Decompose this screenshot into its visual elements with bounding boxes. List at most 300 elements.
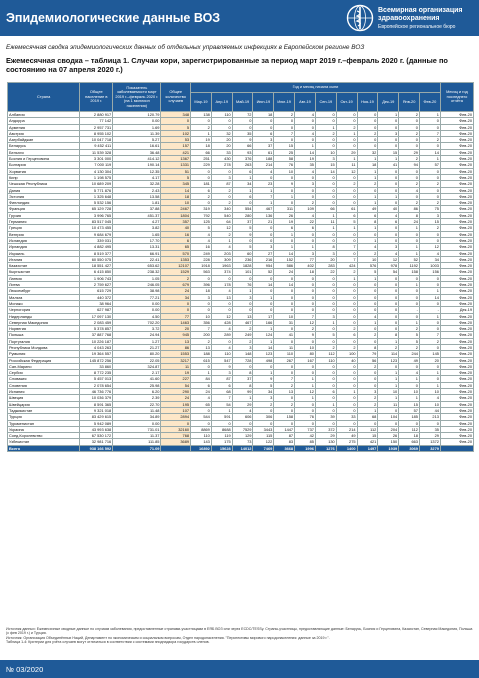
table-cell: 1: [357, 200, 378, 206]
table-cell: 8: [399, 212, 420, 218]
table-cell: 0: [253, 288, 274, 294]
table-cell: 0: [357, 300, 378, 306]
table-cell: 13: [211, 294, 232, 300]
table-cell: 19 364 557: [80, 351, 113, 357]
table-cell: 4: [378, 250, 399, 256]
table-cell: 2: [336, 326, 357, 332]
table-cell: 7: [274, 130, 295, 136]
table-cell: 65: [191, 401, 212, 407]
table-cell: 0: [336, 112, 357, 118]
table-cell: 0: [399, 143, 420, 149]
table-cell: 2 759 627: [80, 282, 113, 288]
table-cell: 1: [357, 319, 378, 325]
table-cell: 6: [191, 187, 212, 193]
table-cell: 6 415 850: [80, 269, 113, 275]
table-cell: 0: [378, 168, 399, 174]
table-cell: 0: [274, 395, 295, 401]
table-cell: 125: [191, 219, 212, 225]
table-cell: 1: [253, 187, 274, 193]
table-cell: 0: [357, 282, 378, 288]
table-cell: 80.20: [113, 351, 161, 357]
country-cell: Кыргызстан: [8, 269, 80, 275]
table-cell: 4.27: [113, 219, 161, 225]
table-cell: 188: [253, 156, 274, 162]
table-cell: 42: [295, 433, 316, 439]
table-cell: 2: [419, 200, 440, 206]
table-cell: 278: [211, 162, 232, 168]
table-cell: 24.94: [113, 332, 161, 338]
table-cell: -: [419, 307, 440, 313]
table-cell: 0: [378, 363, 399, 369]
table-cell: 4: [295, 130, 316, 136]
table-cell: 4: [211, 244, 232, 250]
table-cell: Фев-20: [440, 231, 473, 237]
table-cell: 0: [378, 307, 399, 313]
table-cell: 0: [253, 118, 274, 124]
table-cell: 0: [315, 294, 336, 300]
table-cell: 0.00: [113, 307, 161, 313]
table-cell: 0: [357, 118, 378, 124]
table-cell: 0: [232, 124, 253, 130]
total-cell: 1996: [295, 445, 316, 451]
table-cell: 1: [378, 156, 399, 162]
table-cell: 111.85: [113, 439, 161, 445]
table-cell: Фев-20: [440, 426, 473, 432]
table-cell: 11.39: [113, 130, 161, 136]
table-cell: 18: [253, 112, 274, 118]
table-cell: 0: [274, 370, 295, 376]
table-cell: 3: [211, 370, 232, 376]
table-cell: 0.00: [113, 300, 161, 306]
table-cell: 0: [295, 275, 316, 281]
table-cell: 3689: [161, 439, 191, 445]
page-footer: [0, 661, 479, 678]
table-cell: 156: [419, 269, 440, 275]
table-cell: 2: [419, 338, 440, 344]
table-cell: 15: [378, 149, 399, 155]
table-cell: 6: [274, 225, 295, 231]
table-cell: 145: [419, 351, 440, 357]
table-cell: 0: [336, 143, 357, 149]
total-cell: Всего: [8, 445, 80, 451]
table-cell: 0: [357, 338, 378, 344]
total-cell: 938 166 592: [80, 445, 113, 451]
table-cell: 0: [357, 382, 378, 388]
table-cell: 1331: [161, 162, 191, 168]
table-cell: 0: [211, 275, 232, 281]
table-cell: 0: [295, 300, 316, 306]
table-cell: 792: [191, 212, 212, 218]
country-cell: Латвия: [8, 275, 80, 281]
table-cell: 1: [399, 250, 420, 256]
table-cell: 2.43: [113, 187, 161, 193]
table-cell: 570: [161, 250, 191, 256]
table-cell: 0: [399, 174, 420, 180]
table-cell: 0: [161, 300, 191, 306]
table-cell: 1: [232, 174, 253, 180]
table-cell: 768: [161, 433, 191, 439]
country-cell: Венгрия: [8, 231, 80, 237]
table-cell: 283: [315, 263, 336, 269]
col-header-last-report: Месяц и год последнего отчёта: [440, 83, 473, 112]
country-cell: Исландия: [8, 237, 80, 243]
country-cell: Босния и Герцеговина: [8, 156, 80, 162]
table-cell: 87: [211, 376, 232, 382]
table-cell: 228: [191, 256, 212, 262]
table-cell: 40: [378, 206, 399, 212]
table-cell: 6: [378, 219, 399, 225]
table-cell: 61: [253, 149, 274, 155]
table-cell: 60 550 075: [80, 256, 113, 262]
total-cell: 3069: [399, 445, 420, 451]
table-cell: 77: [161, 313, 191, 319]
total-cell: 14012: [232, 445, 253, 451]
table-cell: 2: [191, 338, 212, 344]
table-cell: 9 684 679: [80, 231, 113, 237]
table-cell: 0: [295, 363, 316, 369]
table-cell: 0: [419, 326, 440, 332]
table-cell: 348: [161, 112, 191, 118]
table-cell: 2: [419, 137, 440, 143]
table-cell: 246.05: [113, 282, 161, 288]
table-cell: 12: [336, 168, 357, 174]
table-cell: 138: [191, 112, 212, 118]
country-cell: Андорра: [8, 118, 80, 124]
table-cell: 10 473 455: [80, 225, 113, 231]
table-cell: 0: [336, 376, 357, 382]
table-cell: -: [399, 307, 420, 313]
table-cell: 1: [357, 275, 378, 281]
table-cell: Фев-20: [440, 256, 473, 262]
table-cell: 3: [295, 250, 316, 256]
table-cell: 0: [419, 237, 440, 243]
table-cell: 77: [295, 256, 316, 262]
table-cell: 2: [399, 181, 420, 187]
table-cell: 12107: [161, 263, 191, 269]
org-region: Европейское региональное бюро: [378, 24, 456, 30]
table-cell: 14: [419, 149, 440, 155]
table-cell: 1: [378, 112, 399, 118]
table-cell: Фев-20: [440, 294, 473, 300]
total-cell: 15628: [211, 445, 232, 451]
table-cell: 1003: [419, 263, 440, 269]
table-cell: 34: [253, 389, 274, 395]
table-cell: 20: [211, 137, 232, 143]
table-cell: 1: [191, 370, 212, 376]
table-cell: 10: [274, 313, 295, 319]
table-cell: 606: [232, 414, 253, 420]
table-cell: 3: [253, 395, 274, 401]
table-cell: 166: [253, 319, 274, 325]
table-cell: 10: [419, 401, 440, 407]
table-cell: 6.20: [113, 389, 161, 395]
table-cell: 6: [357, 212, 378, 218]
table-cell: 0: [357, 288, 378, 294]
table-cell: 8 519 377: [80, 250, 113, 256]
table-cell: 7: [295, 313, 316, 319]
table-cell: 0: [378, 319, 399, 325]
table-cell: 112: [357, 426, 378, 432]
table-cell: 0: [191, 407, 212, 413]
table-cell: 702.20: [113, 319, 161, 325]
table-cell: 1553: [161, 351, 191, 357]
country-cell: Сан-Марино: [8, 363, 80, 369]
table-cell: 1: [295, 244, 316, 250]
table-cell: 43 993 638: [80, 426, 113, 432]
table-cell: Фев-20: [440, 244, 473, 250]
table-cell: 150: [378, 439, 399, 445]
table-cell: Фев-20: [440, 332, 473, 338]
table-cell: Фев-20: [440, 357, 473, 363]
table-cell: 0: [295, 124, 316, 130]
table-cell: 547: [211, 357, 232, 363]
table-cell: 2: [399, 344, 420, 350]
table-cell: 8 955 102: [80, 130, 113, 136]
table-cell: 0: [211, 300, 232, 306]
table-cell: 586: [274, 263, 295, 269]
table-cell: Фев-20: [440, 439, 473, 445]
table-cell: 15: [419, 219, 440, 225]
table-cell: 0: [274, 363, 295, 369]
table-cell: 8: [232, 382, 253, 388]
table-cell: 0: [315, 307, 336, 313]
table-cell: 0: [315, 300, 336, 306]
table-cell: 1963: [211, 263, 232, 269]
table-cell: 0: [315, 200, 336, 206]
country-cell: Греция: [8, 225, 80, 231]
table-cell: 119: [211, 433, 232, 439]
table-cell: 1: [191, 130, 212, 136]
table-cell: 124: [253, 332, 274, 338]
table-cell: 16: [161, 231, 191, 237]
total-cell: 71.09: [113, 445, 161, 451]
table-cell: 0: [419, 376, 440, 382]
table-cell: 2: [399, 112, 420, 118]
table-cell: 24: [191, 389, 212, 395]
table-cell: 190.14: [113, 162, 161, 168]
table-cell: 0: [378, 237, 399, 243]
table-cell: 0: [378, 137, 399, 143]
table-cell: 5: [399, 332, 420, 338]
table-cell: 10: [274, 168, 295, 174]
table-cell: 10 689 209: [80, 181, 113, 187]
table-cell: 123: [378, 357, 399, 363]
col-header-month: Янв-20: [399, 93, 420, 112]
table-cell: 129: [232, 433, 253, 439]
table-cell: 4 130 304: [80, 168, 113, 174]
table-cell: 4: [399, 370, 420, 376]
table-cell: 2 083 459: [80, 319, 113, 325]
table-cell: 10: [378, 389, 399, 395]
table-cell: Фев-20: [440, 250, 473, 256]
table-cell: 7: [336, 244, 357, 250]
table-cell: 2: [253, 401, 274, 407]
table-cell: Фев-20: [440, 130, 473, 136]
table-cell: 39: [315, 414, 336, 420]
total-cell: 16892: [191, 445, 212, 451]
table-cell: 0: [378, 407, 399, 413]
table-cell: 1: [419, 313, 440, 319]
table-cell: 275: [336, 439, 357, 445]
total-cell: 1939: [378, 445, 399, 451]
table-cell: 0.00: [113, 420, 161, 426]
table-cell: 306: [253, 414, 274, 420]
table-cell: 0: [232, 420, 253, 426]
table-cell: 32: [211, 130, 232, 136]
table-cell: 1: [399, 376, 420, 382]
table-cell: 1: [232, 288, 253, 294]
table-cell: 11: [315, 219, 336, 225]
table-cell: 2: [399, 200, 420, 206]
table-cell: 5: [336, 219, 357, 225]
table-cell: 0: [274, 307, 295, 313]
table-cell: 12: [419, 244, 440, 250]
table-cell: 1: [253, 200, 274, 206]
table-cell: 20: [161, 326, 191, 332]
table-cell: 0: [232, 307, 253, 313]
table-cell: 143: [191, 439, 212, 445]
table-cell: 66: [315, 206, 336, 212]
country-cell: Беларусь: [8, 143, 80, 149]
country-cell: Мальта: [8, 294, 80, 300]
table-cell: 0: [274, 237, 295, 243]
table-cell: 1: [378, 370, 399, 376]
table-cell: 0: [378, 300, 399, 306]
table-cell: Фев-20: [440, 363, 473, 369]
col-header-month: Сен-19: [315, 93, 336, 112]
table-cell: 53: [161, 137, 191, 143]
table-cell: 204: [378, 426, 399, 432]
table-cell: 2: [336, 124, 357, 130]
table-cell: 5: [232, 225, 253, 231]
table-cell: 18: [295, 269, 316, 275]
table-cell: 8: [315, 244, 336, 250]
table-cell: 37.88: [113, 206, 161, 212]
table-cell: 290: [161, 389, 191, 395]
col-header-month: Авг-19: [295, 93, 316, 112]
table-cell: 0: [295, 231, 316, 237]
table-cell: 54: [161, 382, 191, 388]
table-cell: 0: [191, 300, 212, 306]
col-header-month: Июн-19: [253, 93, 274, 112]
country-cell: Сербия: [8, 370, 80, 376]
table-cell: 86: [161, 344, 191, 350]
table-cell: 24: [161, 288, 191, 294]
table-cell: 1: [315, 319, 336, 325]
table-cell: 1: [336, 130, 357, 136]
table-cell: 83: [274, 439, 295, 445]
total-cell: [440, 445, 473, 451]
table-cell: 1.81: [113, 200, 161, 206]
table-cell: 0: [315, 288, 336, 294]
table-cell: 467: [253, 206, 274, 212]
table-cell: 80: [295, 351, 316, 357]
table-cell: 4: [211, 344, 232, 350]
country-cell: Бельгия: [8, 149, 80, 155]
table-cell: 8: [232, 370, 253, 376]
table-cell: 954: [253, 263, 274, 269]
table-cell: Фев-20: [440, 420, 473, 426]
table-cell: 0: [336, 307, 357, 313]
table-cell: 1: [419, 382, 440, 388]
col-header-country: Страна: [8, 83, 80, 112]
table-cell: 0: [378, 187, 399, 193]
table-cell: 200: [191, 332, 212, 338]
table-cell: Фев-20: [440, 225, 473, 231]
table-cell: 236: [232, 256, 253, 262]
table-cell: 18 551 427: [80, 263, 113, 269]
table-cell: 0: [399, 382, 420, 388]
table-cell: 1: [378, 193, 399, 199]
table-cell: 0: [315, 382, 336, 388]
table-cell: 9 452 411: [80, 143, 113, 149]
table-cell: 1: [274, 231, 295, 237]
table-cell: 66.91: [113, 250, 161, 256]
table-cell: 10: [357, 256, 378, 262]
table-cell: 83 429 615: [80, 414, 113, 420]
table-cell: 41.60: [113, 376, 161, 382]
table-cell: 0: [253, 420, 274, 426]
total-cell: [161, 445, 191, 451]
table-cell: 49: [399, 357, 420, 363]
table-cell: 0: [357, 137, 378, 143]
table-cell: 0: [315, 326, 336, 332]
col-header-month: Дек-19: [378, 93, 399, 112]
table-cell: 0: [399, 288, 420, 294]
table-cell: Фев-20: [440, 319, 473, 325]
table-cell: 61: [336, 206, 357, 212]
table-cell: 229: [191, 162, 212, 168]
table-cell: 0: [315, 231, 336, 237]
table-cell: 467: [232, 319, 253, 325]
table-cell: 5 942 089: [80, 420, 113, 426]
table-cell: 251: [191, 156, 212, 162]
table-cell: 1.05: [113, 275, 161, 281]
table-cell: 1192: [399, 263, 420, 269]
table-cell: 0: [357, 294, 378, 300]
table-cell: 1: [253, 370, 274, 376]
table-cell: 38 964: [80, 300, 113, 306]
country-cell: Дания: [8, 187, 80, 193]
table-cell: 3: [211, 174, 232, 180]
table-cell: 430: [211, 156, 232, 162]
table-cell: 1: [357, 156, 378, 162]
total-cell: 1276: [315, 445, 336, 451]
table-cell: 10: [161, 200, 191, 206]
table-cell: 68: [211, 389, 232, 395]
table-cell: 0: [315, 137, 336, 143]
table-cell: 3: [191, 294, 212, 300]
table-cell: 2: [274, 401, 295, 407]
table-cell: Фев-20: [440, 263, 473, 269]
table-cell: 8 772 235: [80, 370, 113, 376]
table-cell: 9: [232, 137, 253, 143]
country-cell: Республика Молдова: [8, 344, 80, 350]
table-cell: 13: [274, 389, 295, 395]
table-cell: 3: [315, 156, 336, 162]
table-cell: 1: [295, 382, 316, 388]
table-cell: 22: [315, 269, 336, 275]
country-cell: Швейцария: [8, 401, 80, 407]
table-cell: 615 729: [80, 288, 113, 294]
country-cell: Испания: [8, 389, 80, 395]
table-cell: 188: [191, 351, 212, 357]
country-cell: Франция: [8, 206, 80, 212]
table-cell: 0: [274, 124, 295, 130]
table-cell: 73: [232, 439, 253, 445]
country-cell: Португалия: [8, 338, 80, 344]
header-banner: [0, 0, 479, 36]
